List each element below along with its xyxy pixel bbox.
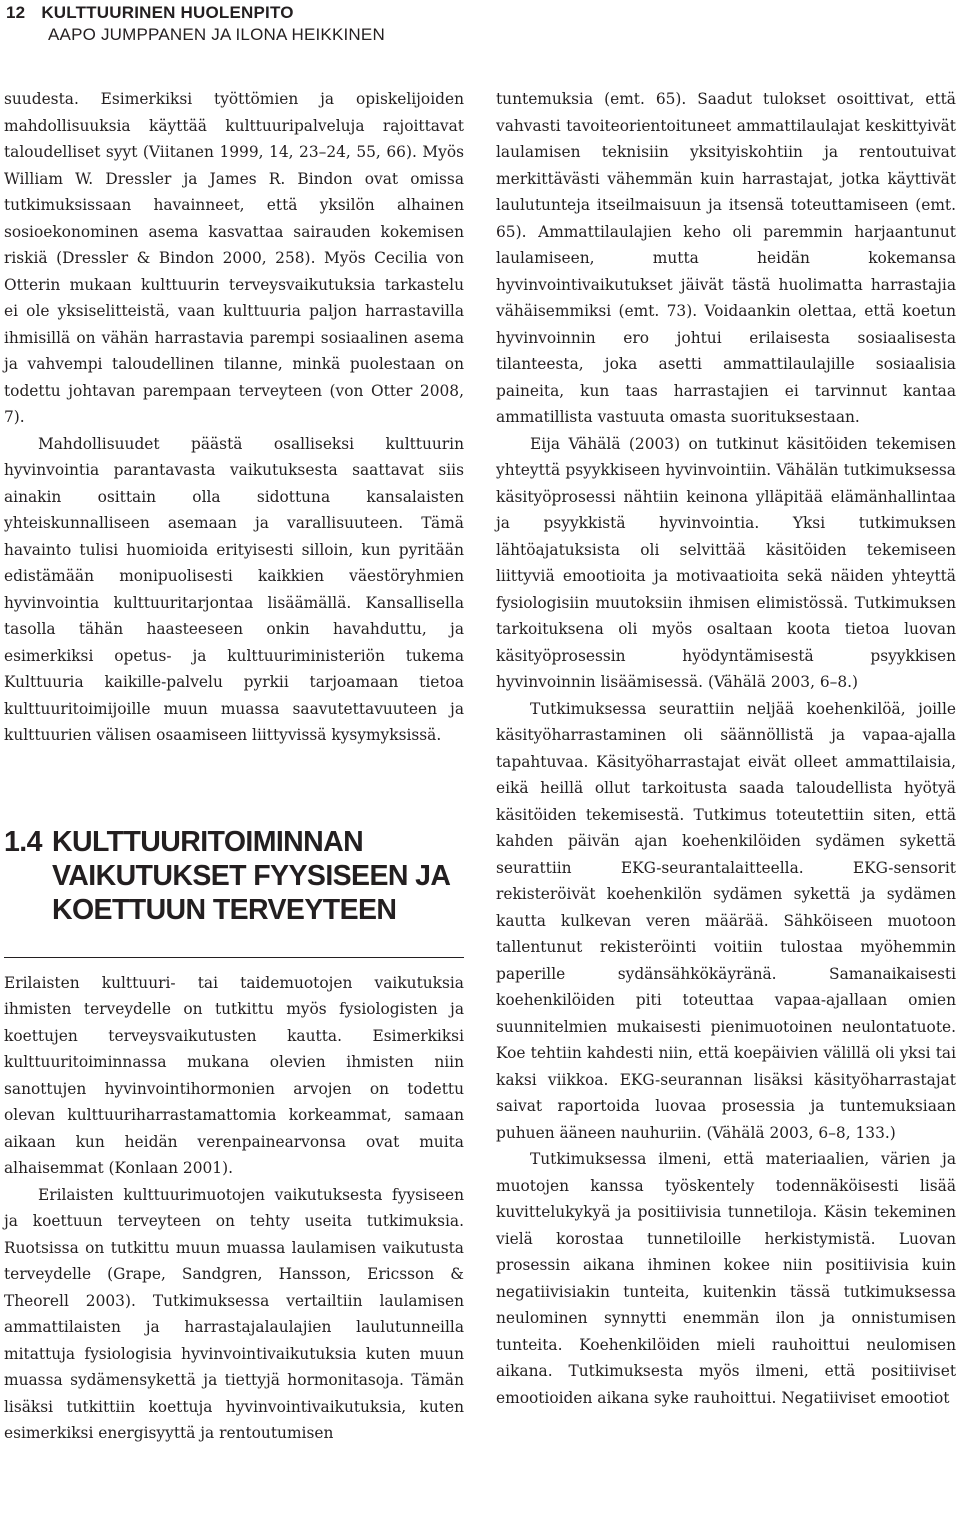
page-number: 12: [6, 3, 26, 22]
running-header: [6, 2, 385, 46]
heading-line-1: [4, 825, 464, 859]
header-title-line: [6, 2, 385, 24]
right-column: [496, 86, 956, 1411]
left-paragraph-2: Mahdollisuudet päästä osalliseksi kulttuurin hyvinvointia parantavasta vaikutuksesta saattavat siis ainakin osittain olla sidottuna kansalaisten yhteiskunnalliseen asemaan ja varallisuuteen. Tämä havainto tulisi huomioida erityisesti silloin, kun pyritään edistämään monipuolisesti kaikkien väestöryhmien hyvinvointia kulttuuritarjontaa lisäämällä. Kansallisella tasolla tähän haasteeseen onkin havahduttu, ja esimerkiksi opetus- ja kulttuuriministeriön tukema Kulttuuria kaikille-palvelu pyrkii tarjoamaan tietoa kulttuuritoimijoille muun muassa saavutettavuuteen ja kulttuurien välisen osaamiseen liittyvissä kysymyksissä.: [4, 434, 464, 744]
heading-number: 1.4: [4, 825, 42, 858]
heading-text-1: KULTTUURITOIMINNAN: [52, 825, 364, 858]
heading-line-2: VAIKUTUKSET FYYSISEEN JA: [52, 859, 451, 892]
right-paragraph-2: Eija Vähälä (2003) on tutkinut käsitöiden tekemisen yhteyttä psyykkiseen hyvinvointiin. Vähälän tutkimuksessa käsityöprosessi nähtiin keinona ylläpitää elämänhallintaa ja psyykkistä hyvinvointia. Yksi tutkimuksen lähtöajatuksista oli selvittää käsitöiden tekemiseen liittyviä emootioita ja motivaatioita sekä näiden yhteyttä fysiologisiin muutoksiin ihmisen elimistössä. Tutkimuksen tarkoituksena oli myös osaltaan koota tietoa luovan käsityöprosessin hyödyntämisestä psyykkisen hyvinvoinnin lisäämisessä. (Vähälä 2003, 6–8.): [496, 434, 956, 691]
right-paragraph-4: Tutkimuksessa ilmeni, että materiaalien, värien ja muotojen kanssa työskentely todennäköisesti lisää kuvittelukykyä ja positiivisia tunnetiloja. Käsin tekeminen vielä korostaa tunnetiloille herkistymistä. Luovan prosessin aikana ihminen kokee niin positiivisia kuin negatiivisiakin tunteita, kuitenkin tässä tutkimuksessa neulominen synnytti enemmän ilon ja onnistumisen tunteita. Koehenkilöiden mieli rauhoittui neulomisen aikana. Tutkimuksesta myös ilmeni, että positiiviset emootioiden aikana syke rauhoittui. Negatiiviset emootiot: [496, 1150, 956, 1407]
right-paragraph-1: tuntemuksia (emt. 65). Saadut tulokset osoittivat, että vahvasti tavoiteorientoituneet ammattilaulajat keskittyivät laulamisen teknisiin yksityiskohtiin ja rentoutuivat merkittävästi vähemmän kuin harrastajat, jotka käyttivät laulutunteja itseilmaisuun ja itsensä toteuttamiseen (emt. 65). Ammattilaulajien keho oli paremmin harjaantunut laulamiseen, mutta heidän kokemansa hyvinvointivaikutukset jäivät tästä huolimatta harrastajia vähäisemmiksi (emt. 73). Voidaankin olettaa, että koetun hyvinvoinnin ero johtui erilaisesta sosiaalisesta tilanteesta, joka asetti ammattilaulajille sosiaalisia paineita, kun taas harrastajien ei tarvinnut kantaa ammatillista vastuuta omasta suorituksestaan.: [496, 90, 956, 426]
left-paragraph-1: suudesta. Esimerkiksi työttömien ja opiskelijoiden mahdollisuuksia käyttää kulttuuripalveluja rajoittavat taloudelliset syyt (Viitanen 1999, 14, 23–24, 55, 66). Myös William W. Dressler ja James R. Bindon ovat omissa tutkimuksissaan havainneet, että yksilön alhainen sosioekonominen asema kasvattaa sairauden kokemisen riskiä (Dressler & Bindon 2000, 258). Myös Cecilia von Otterin mukaan kulttuurin terveysvaikutuksia tarkastelu ei ole yksiselitteistä, vaan kulttuuria paljon harrastavilla ihmisillä on vähän harrastavia parempi sosiaalinen asema ja vahvempi taloudellinen tilanne, minkä puolestaan on todettu johtavan parempaan terveyteen (von Otter 2008, 7).: [4, 90, 464, 426]
left-paragraph-3: Erilaisten kulttuuri- tai taidemuotojen vaikutuksia ihmisten terveydelle on tutkittu myös fysiologisten ja koettujen terveysvaikutusten kautta. Esimerkiksi kulttuuritoiminnassa mukana olevien ihmisten niin sanottujen hyvinvointihormonien arvojen on todettu olevan kulttuuriharrastamattomia korkeammat, samaan aikaan kun heidän verenpainearvonsa ovat muita alhaisemmat (Konlaan 2001).: [4, 973, 464, 1177]
left-paragraph-4: Erilaisten kulttuurimuotojen vaikutuksesta fyysiseen ja koettuun terveyteen on tehty useita tutkimuksia. Ruotsissa on tutkittu muun muassa laulamisen vaikutusta terveydelle (Grape, Sandgren, Hansson, Ericsson & Theorell 2003). Tutkimuksessa vertailtiin laulamisen ammattilaisten ja harrastajalaulajien laulutunneilla mitattuja fysiologisia hyvinvointivaikutuksia kuten muun muassa sydämensykettä ja tiettyjä hormonitasoja. Tämän lisäksi tutkittiin koettuja hyvinvointivaikutuksia, kuten esimerkiksi energisyyttä ja rentoutumisen: [4, 1185, 464, 1442]
section-heading: [4, 825, 464, 927]
header-authors: AAPO JUMPPANEN JA ILONA HEIKKINEN: [48, 25, 385, 44]
heading-divider: [4, 957, 464, 958]
left-column: [4, 86, 464, 1447]
section-title: KULTTUURINEN HUOLENPITO: [41, 3, 294, 22]
heading-line-3: KOETTUUN TERVEYTEEN: [52, 893, 397, 926]
right-paragraph-3: Tutkimuksessa seurattiin neljää koehenkilöä, joille käsityöharrastaminen oli säännöllistä ja vapaa-ajalla tapahtuvaa. Käsityöharrastajat eivät olleet ammattilaisia, eikä heillä ollut tarkoitusta saada taloudellista hyötyä käsitöiden tekemisestä. Tutkimus toteutettiin siten, että kahden päivän ajan koehenkilöiden sydämen sykettä seurattiin EKG-seurantalaitteella. EKG-sensorit rekisteröivät koehenkilön sydämen sykettä ja sydämen kautta kulkevan veren määrää. Sähköiseen muotoon tallentunut rekisteröinti voitiin tulostaa myöhemmin paperille sydänsähkökäyränä. Samanaikaisesti koehenkilöiden piti toteuttaa vapaa-ajallaan omien suunnitelmien mukaisesti pienimuotoinen neulontatuote. Koe tehtiin kahdesti niin, että koepäivien välillä oli yksi tai kaksi viikkoa. EKG-seurannan lisäksi käsityöharrastajat saivat raportoida luovaa prosessia ja tuntemuksiaan puhuen ääneen nauhuriin. (Vähälä 2003, 6–8, 133.): [496, 699, 956, 1142]
